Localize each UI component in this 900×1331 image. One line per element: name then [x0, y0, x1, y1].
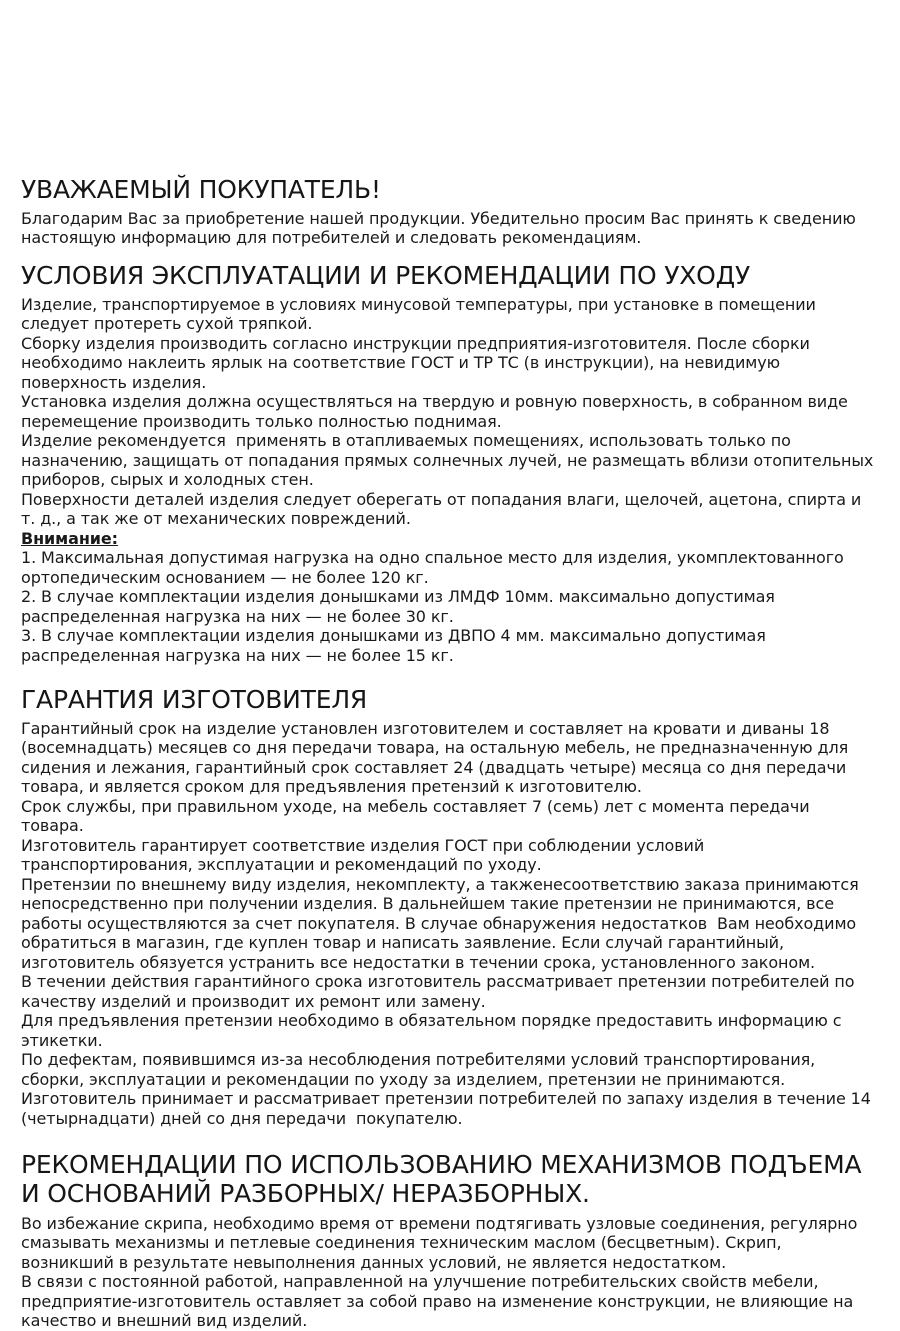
usage-care-heading: УСЛОВИЯ ЭКСПЛУАТАЦИИ И РЕКОМЕНДАЦИИ ПО УХОДУ: [21, 260, 750, 290]
greeting-heading: УВАЖАЕМЫЙ ПОКУПАТЕЛЬ!: [21, 175, 381, 204]
mechanisms-heading: [21, 1151, 875, 1209]
warranty-paragraph: Изготовитель гарантирует соответствие изделия ГОСТ при соблюдении условий транспортирования, эксплуатации и рекомендаций по уходу.: [21, 835, 710, 875]
warranty-paragraph: Изготовитель принимает и рассматривает претензии потребителей по запаху изделия в течение 14 (четырнадцати) дней со дня передачи покупателю.: [21, 1089, 876, 1128]
section-mechanisms: [21, 1151, 875, 1331]
mechanisms-heading-line2: И ОСНОВАНИЙ РАЗБОРНЫХ/ НЕРАЗБОРНЫХ.: [21, 1179, 590, 1208]
mechanisms-paragraph: Во избежание скрипа, необходимо время от времени подтягивать узловые соединения, регулярно смазывать механизмы и петлевые соединения техническим маслом (бесцветным). Скрип, возникший в результате невыполнения данных условий, не является недостатком.: [21, 1213, 863, 1272]
attention-label: Внимание:: [21, 528, 118, 548]
usage-paragraph: Изделие, транспортируемое в условиях минусовой температуры, при установке в помещении следует протереть сухой тряпкой.: [21, 294, 821, 333]
mechanisms-paragraph: В связи с постоянной работой, направленной на улучшение потребительских свойств мебели, предприятие-изготовитель оставляет за собой право на изменение конструкции, не влияющие на качество и внешний вид изделий.: [21, 1272, 859, 1331]
section-greeting: [21, 176, 875, 248]
usage-paragraph: Поверхности деталей изделия следует оберегать от попадания влаги, щелочей, ацетона, спирта и т. д., а так же от механических повреждений.: [21, 489, 867, 528]
usage-paragraph: Установка изделия должна осуществляться на твердую и ровную поверхность, в собранном виде перемещение производить только полностью поднимая.: [21, 392, 853, 431]
section-warranty: [21, 686, 875, 1128]
section-usage-care: [21, 260, 879, 665]
mechanisms-heading-line1: РЕКОМЕНДАЦИИ ПО ИСПОЛЬЗОВАНИЮ МЕХАНИЗМОВ ПОДЪЕМА: [21, 1150, 862, 1180]
warranty-heading: ГАРАНТИЯ ИЗГОТОВИТЕЛЯ: [21, 685, 368, 714]
warranty-paragraph: В течении действия гарантийного срока изготовитель рассматривает претензии потребителей по качеству изделий и производит их ремонт или замену.: [21, 972, 860, 1011]
greeting-paragraph: Благодарим Вас за приобретение нашей продукции. Убедительно просим Вас принять к сведению настоящую информацию для потребителей и следовать рекомендациям.: [21, 208, 861, 248]
warranty-paragraph: Для предъявления претензии необходимо в обязательном порядке предоставить информацию с этикетки.: [21, 1011, 847, 1050]
warranty-paragraph: Гарантийный срок на изделие установлен изготовителем и составляет на кровати и диваны 18 (восемнадцать) месяцев со дня передачи товара, на остальную мебель, не предназначенную для сидения и лежания, гарантийный срок составляет 24 (двадцать четыре) месяца со дня передачи товара, и является сроком для предъявления претензий к изготовителю.: [21, 718, 854, 797]
warranty-paragraph: Срок службы, при правильном уходе, на мебель составляет 7 (семь) лет с момента передачи товара.: [21, 796, 815, 836]
attention-item: 3. В случае комплектации изделия донышками из ДВПО 4 мм. максимально допустимая распределенная нагрузка на них — не более 15 кг.: [21, 626, 771, 665]
attention-item: 2. В случае комплектации изделия донышками из ЛМДФ 10мм. максимально допустимая распределенная нагрузка на них — не более 30 кг.: [21, 587, 780, 626]
attention-item: 1. Максимальная допустимая нагрузка на одно спальное место для изделия, укомплектованного ортопедическим основанием — не более 120 кг.: [21, 548, 849, 587]
usage-paragraph: Сборку изделия производить согласно инструкции предприятия-изготовителя. После сборки необходимо наклеить ярлык на соответствие ГОСТ и ТР ТС (в инструкции), на невидимую поверхность изделия.: [21, 333, 815, 392]
warranty-paragraph: Претензии по внешнему виду изделия, некомплекту, а такженесоответствию заказа принимаются непосредственно при получении изделия. В дальнейшем такие претензии не принимаются, все работы осуществляются за счет покупателя. В случае обнаружения недостатков Вам необходимо обратиться в магазин, где куплен товар и написать заявление. Если случай гарантийный, изготовитель обязуется устранить все недостатки в течении срока, установленного законом.: [21, 874, 864, 972]
warranty-paragraph: По дефектам, появившимся из-за несоблюдения потребителями условий транспортирования, сборки, эксплуатации и рекомендации по уходу за изделием, претензии не принимаются.: [21, 1050, 821, 1089]
usage-paragraph: Изделие рекомендуется применять в отапливаемых помещениях, использовать только по назначению, защищать от попадания прямых солнечных лучей, не размещать вблизи отопительных приборов, сырых и холодных стен.: [21, 431, 879, 489]
